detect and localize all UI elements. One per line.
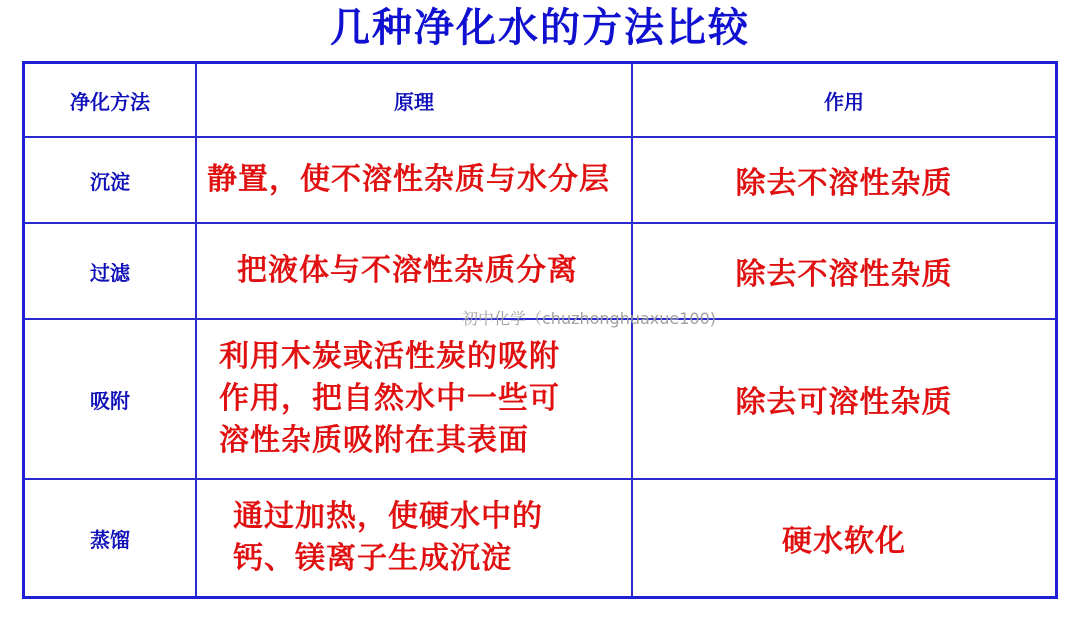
- header-principle: 原理: [197, 64, 633, 138]
- row-2-principle: 把液体与不溶性杂质分离: [197, 224, 633, 320]
- page-title: 几种净化水的方法比较: [330, 5, 750, 51]
- header-method: 净化方法: [25, 64, 197, 138]
- comparison-table: [22, 61, 1058, 599]
- row-4-method: 蒸馏: [25, 480, 197, 596]
- row-2-method: 过滤: [25, 224, 197, 320]
- row-3-principle: 利用木炭或活性炭的吸附作用，把自然水中一些可溶性杂质吸附在其表面: [197, 320, 633, 480]
- header-effect: 作用: [633, 64, 1055, 138]
- watermark: 初中化学（chuzhonghuaxue100): [462, 309, 717, 328]
- row-4-effect: 硬水软化: [782, 524, 906, 559]
- row-1-effect: 除去不溶性杂质: [633, 138, 1055, 224]
- row-2-effect: 除去不溶性杂质: [633, 224, 1055, 320]
- row-4-principle: 通过加热，使硬水中的钙、镁离子生成沉淀: [197, 480, 633, 596]
- row-3-effect: 除去可溶性杂质: [633, 320, 1055, 480]
- row-1-method: 沉淀: [25, 138, 197, 224]
- row-3-method: 吸附: [25, 320, 197, 480]
- row-1-principle: 静置，使不溶性杂质与水分层: [197, 138, 633, 224]
